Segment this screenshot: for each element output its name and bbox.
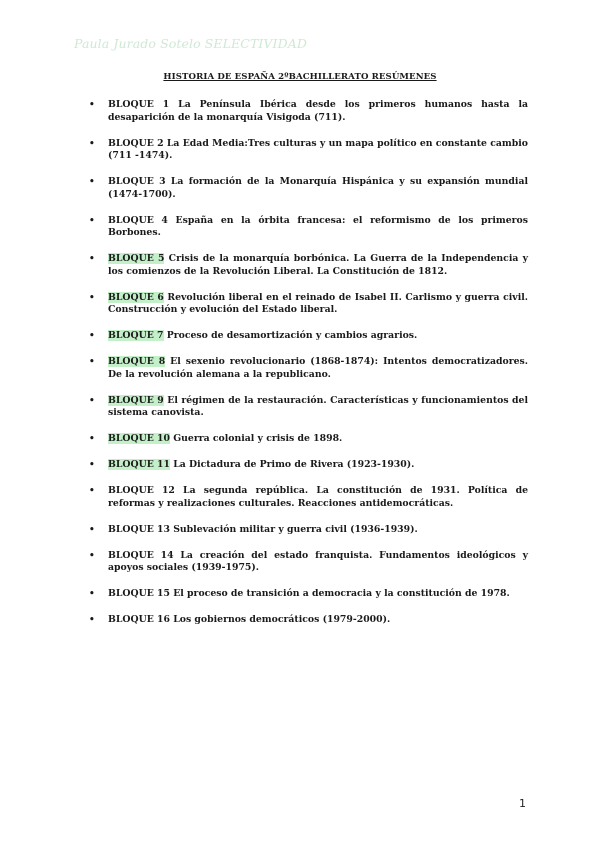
block-label: BLOQUE 11	[108, 459, 170, 470]
document-title: HISTORIA DE ESPAÑA 2ºBACHILLERATO RESÚMENES	[163, 72, 437, 82]
page-number: 1	[519, 797, 526, 810]
block-label: BLOQUE 8	[108, 356, 166, 367]
header-note: Paula Jurado Sotelo SELECTIVIDAD	[74, 36, 307, 51]
block-label: BLOQUE 12	[108, 485, 175, 496]
block-label: BLOQUE 7	[108, 330, 164, 341]
block-label: BLOQUE 1	[108, 99, 170, 110]
list-item	[90, 550, 528, 575]
block-text: El sexenio revolucionario (1868-1874): Intentos democratizadores. De la revolución alemana a la republicano.	[108, 356, 528, 380]
block-text: Guerra colonial y crisis de 1898.	[169, 433, 343, 444]
block-label: BLOQUE 9	[108, 394, 164, 406]
block-text: Sublevación militar y guerra civil (1936-1939).	[169, 523, 418, 535]
list-item	[90, 215, 528, 240]
block-label: BLOQUE 10	[108, 433, 170, 444]
block-label: BLOQUE 16	[108, 614, 170, 625]
block-text: Los gobiernos democráticos (1979-2000).	[169, 614, 391, 625]
block-text: España en la órbita francesa: el reformismo de los primeros Borbones.	[108, 214, 528, 238]
block-text: El régimen de la restauración. Características y funcionamientos del sistema canovista.	[108, 394, 528, 418]
block-label: BLOQUE 14	[108, 549, 174, 561]
list-item	[90, 330, 528, 343]
block-list	[90, 99, 528, 640]
list-item	[90, 459, 528, 472]
list-item	[90, 99, 528, 124]
block-text: El proceso de transición a democracia y la constitución de 1978.	[169, 588, 510, 599]
block-text: La Edad Media:Tres culturas y un mapa político en constante cambio (711 -1474).	[108, 137, 528, 161]
block-text: La creación del estado franquista. Fundamentos ideológicos y apoyos sociales (1939-1975).	[108, 549, 528, 573]
list-item	[90, 292, 528, 317]
list-item	[90, 433, 528, 446]
block-label: BLOQUE 13	[108, 523, 170, 535]
block-label: BLOQUE 6	[108, 291, 164, 303]
block-text: Revolución liberal en el reinado de Isabel II. Carlismo y guerra civil. Construcción y evolución del Estado liberal.	[108, 291, 529, 315]
block-text: Proceso de desamortización y cambios agrarios.	[163, 330, 418, 341]
block-text: Crisis de la monarquía borbónica. La Guerra de la Independencia y los comienzos de la Revolución Liberal. La Constitución de 1812.	[108, 253, 528, 277]
list-item	[90, 485, 528, 510]
list-item	[90, 395, 528, 420]
list-item	[90, 253, 528, 278]
block-label: BLOQUE 15	[108, 588, 170, 599]
block-label: BLOQUE 3	[108, 176, 166, 187]
block-text: La segunda república. La constitución de 1931. Política de reformas y realizaciones culturales. Reacciones antidemocráticas.	[108, 485, 528, 509]
list-item	[90, 176, 528, 201]
list-item	[90, 524, 528, 537]
block-text: La Península Ibérica desde los primeros humanos hasta la desaparición de la monarquía Visigoda (711).	[108, 99, 528, 123]
block-text: La formación de la Monarquía Hispánica y su expansión mundial (1474-1700).	[108, 176, 529, 200]
block-label: BLOQUE 4	[108, 214, 168, 226]
list-item	[90, 614, 528, 627]
block-text: La Dictadura de Primo de Rivera (1923-1930).	[169, 459, 415, 470]
list-item	[90, 356, 528, 381]
block-label: BLOQUE 2	[108, 137, 164, 149]
list-item	[90, 588, 528, 601]
block-label: BLOQUE 5	[108, 253, 165, 264]
list-item	[90, 138, 528, 163]
